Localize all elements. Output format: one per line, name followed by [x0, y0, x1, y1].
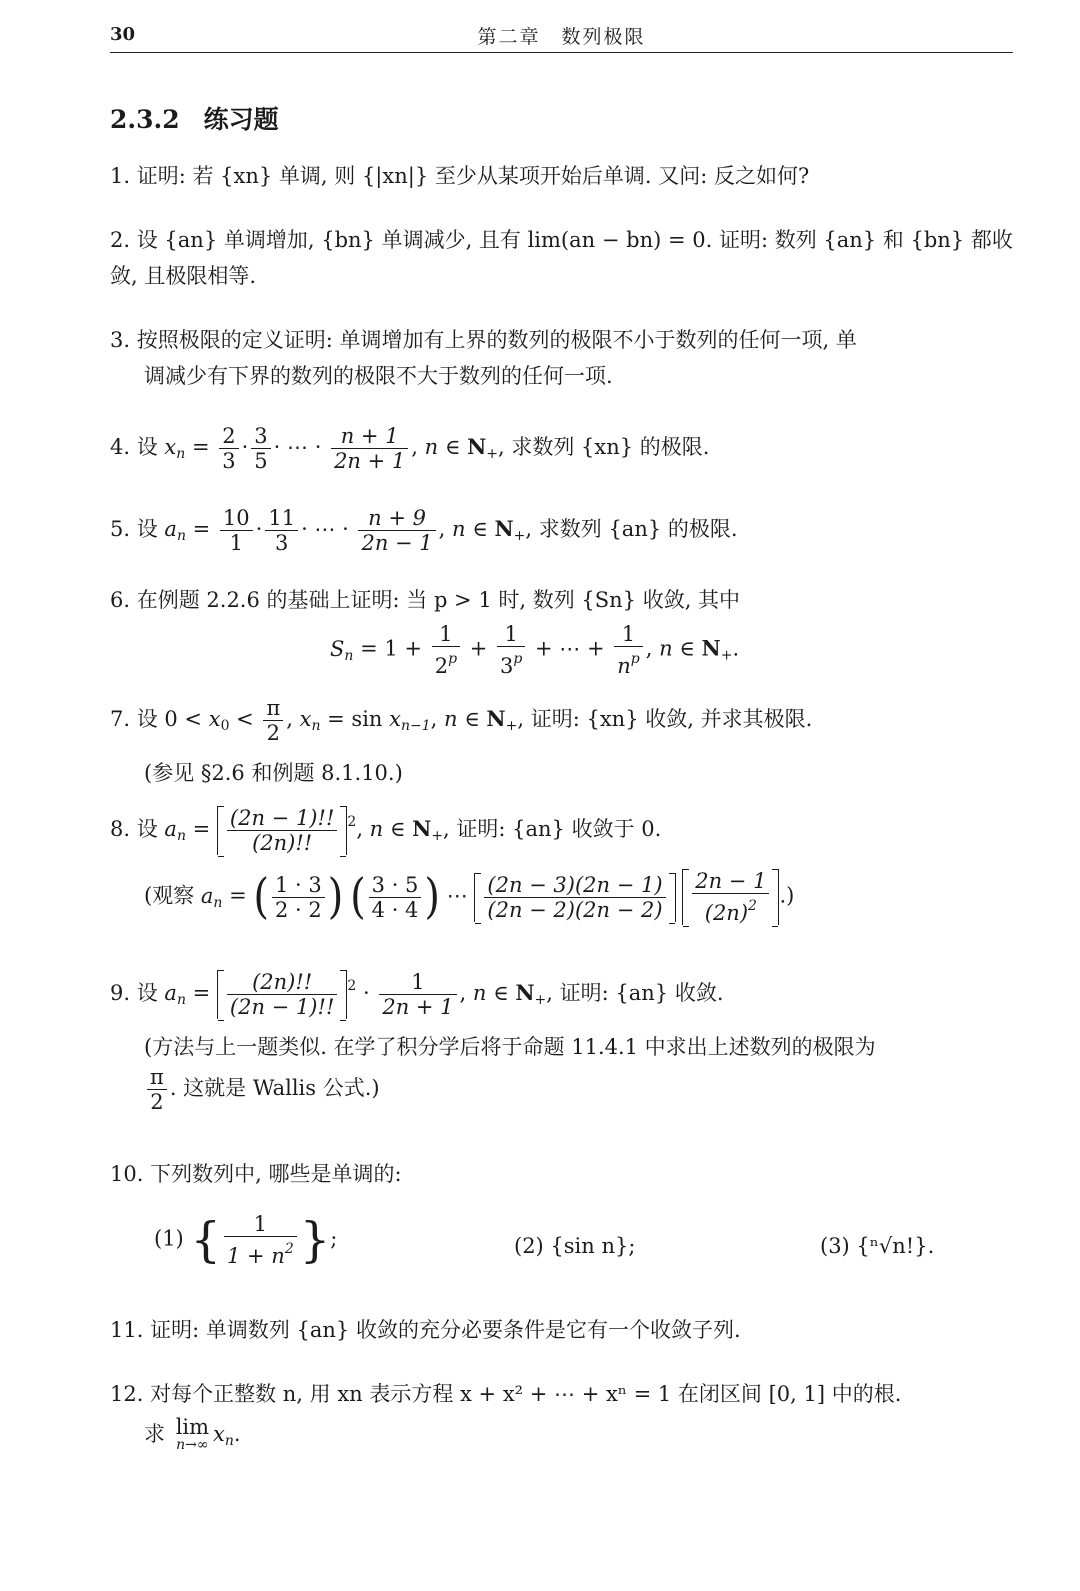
- problem-2-text: 设 {an} 单调增加, {bn} 单调减少, 且有 lim(an − bn) = 0. 证明: 数列 {an} 和 {bn} 都收敛, 且极限相等.: [110, 228, 1013, 288]
- problem-1: 1. 证明: 若 {xn} 单调, 则 {|xn|} 至少从某项开始后单调. 又问: 反之如何?: [110, 164, 810, 188]
- problem-1-text: 证明: 若 {xn} 单调, 则 {|xn|} 至少从某项开始后单调. 又问: 反之如何?: [136, 164, 810, 188]
- page-number: 30: [110, 24, 136, 45]
- problem-10-items: [110, 1206, 1013, 1276]
- problem-4-text: 求数列 {xn} 的极限.: [511, 435, 710, 459]
- problem-4: 4. 设 $x_n$ = $\frac{2}{3}$ · $\frac{3}{5}$ · ⋯ · $\frac{n + 1}{2n + 1}$ , n ∈ $N_+$, 求数列 {xn} 的极限.: [110, 424, 710, 473]
- problem-9-note: (方法与上一题类似. 在学了积分学后将于命题 11.4.1 中求出上述数列的极限为: [144, 1035, 876, 1059]
- problem-3: 3. 按照极限的定义证明: 单调增加有上界的数列的极限不小于数列的任何一项, 单 调减少有下界的数列的极限不大于数列的任何一项.: [110, 328, 857, 388]
- problem-8-note: (观察 $a_n$ = ( $\frac{1 \cdot 3}{2 \cdot 2}$ ) ( $\frac{3 \cdot 5}{4 \cdot 4}$ ) ⋯ $\frac{(2n - 3)(2n - 1)}{(2n - 2)(2n - 2)}$ $\frac{2n - 1}{(2n)^2}$ .): [144, 869, 795, 925]
- item-3: (3) {ⁿ√n!}.: [820, 1234, 935, 1258]
- problem-11: 11. 证明: 单调数列 {an} 收敛的充分必要条件是它有一个收敛子列.: [110, 1318, 741, 1342]
- problem-11-text: 证明: 单调数列 {an} 收敛的充分必要条件是它有一个收敛子列.: [150, 1318, 741, 1342]
- section-heading: [110, 100, 279, 136]
- problem-10-text: 下列数列中, 哪些是单调的:: [150, 1162, 402, 1186]
- page-header: [110, 10, 1013, 53]
- problem-9-note-2: $\frac{\pi}{2}$ . 这就是 Wallis 公式.): [110, 1065, 1013, 1114]
- section-number: 2.3.2: [110, 105, 180, 134]
- problem-5: 5. 设 $a_n$ = $\frac{10}{1}$ · $\frac{11}{3}$ · ⋯ · $\frac{n + 9}{2n - 1}$ , n ∈ $N_+$, 求数列 {an} 的极限.: [110, 506, 738, 555]
- chapter-title: 第二章 数列极限: [477, 26, 646, 48]
- problem-5-text: 求数列 {an} 的极限.: [538, 517, 738, 541]
- problem-6-formula: $S_n = 1$ + $\frac{1}{2^p}$ + $\frac{1}{3^p}$ + ⋯ + $\frac{1}{n^p}$ , n ∈ $N_+$.: [330, 622, 740, 678]
- problem-8: 8. 设 $a_n$ = $\frac{(2n - 1)!!}{(2n)!!}$ $^2$, n ∈ $N_+$, 证明: {an} 收敛于 0. (观察 $a_n$ = ( $\frac{1 \cdot 3}{2 \cdot 2}$ ) ( $\frac{3 \cdot 5}{4 \cdot 4}$ ) ⋯ $\frac{(2n - 3)(2n - 1)}{(2n - 2)(2n - 2)}$ $\frac{2n - 1}{(2n)^2}$ .): [110, 804, 1013, 925]
- item-2: (2) {sin n};: [514, 1234, 636, 1258]
- problem-12: 12. 对每个正整数 n, 用 xn 表示方程 x + x² + ⋯ + xⁿ = 1 在闭区间 [0, 1] 中的根. 求 lim n→∞ $x_n$.: [110, 1382, 902, 1453]
- item-1: (1) { $\frac{1}{1 + n^2}$ };: [154, 1212, 338, 1268]
- problem-6-text: 在例题 2.2.6 的基础上证明: 当 p > 1 时, 数列 {Sn} 收敛, 其中: [136, 588, 741, 612]
- problem-9-text: 证明: {an} 收敛.: [559, 981, 724, 1005]
- problem-10: 10. 下列数列中, 哪些是单调的: (1) { $\frac{1}{1 + n^2}$ }; (2) {sin n}; (3) {ⁿ√n!}.: [110, 1156, 1013, 1276]
- problem-2: 2. 设 {an} 单调增加, {bn} 单调减少, 且有 lim(an − bn) = 0. 证明: 数列 {an} 和 {bn} 都收敛, 且极限相等.: [110, 228, 1013, 288]
- problem-8-text: 证明: {an} 收敛于 0.: [456, 817, 662, 841]
- problem-7: 7. 设 $0 < x_0$ < $\frac{\pi}{2}$ , $x_n = \sin x_{n-1}$, n ∈ $N_+$, 证明: {xn} 收敛, 并求其极限. (参见 §2.6 和例题 8.1.10.): [110, 696, 1013, 791]
- problem-7-text: 证明: {xn} 收敛, 并求其极限.: [530, 707, 813, 731]
- problem-6: 6. 在例题 2.2.6 的基础上证明: 当 p > 1 时, 数列 {Sn} 收敛, 其中 $S_n = 1$ + $\frac{1}{2^p}$ + $\frac{1}{3^p}$ + ⋯ + $\frac{1}{n^p}$ , n ∈ $N_+$.: [110, 582, 1013, 678]
- section-title: 练习题: [203, 105, 279, 134]
- problem-9: 9. 设 $a_n$ = $\frac{(2n)!!}{(2n - 1)!!}$ $^2$ · $\frac{1}{2n + 1}$ , n ∈ $N_+$, 证明: {an} 收敛. (方法与上一题类似. 在学了积分学后将于命题 11.4.1 中求出上述数列的极限为 $\frac{\pi}{2}$ . 这就是 Wallis 公式.): [110, 968, 1013, 1114]
- problem-7-note: (参见 §2.6 和例题 8.1.10.): [144, 761, 403, 785]
